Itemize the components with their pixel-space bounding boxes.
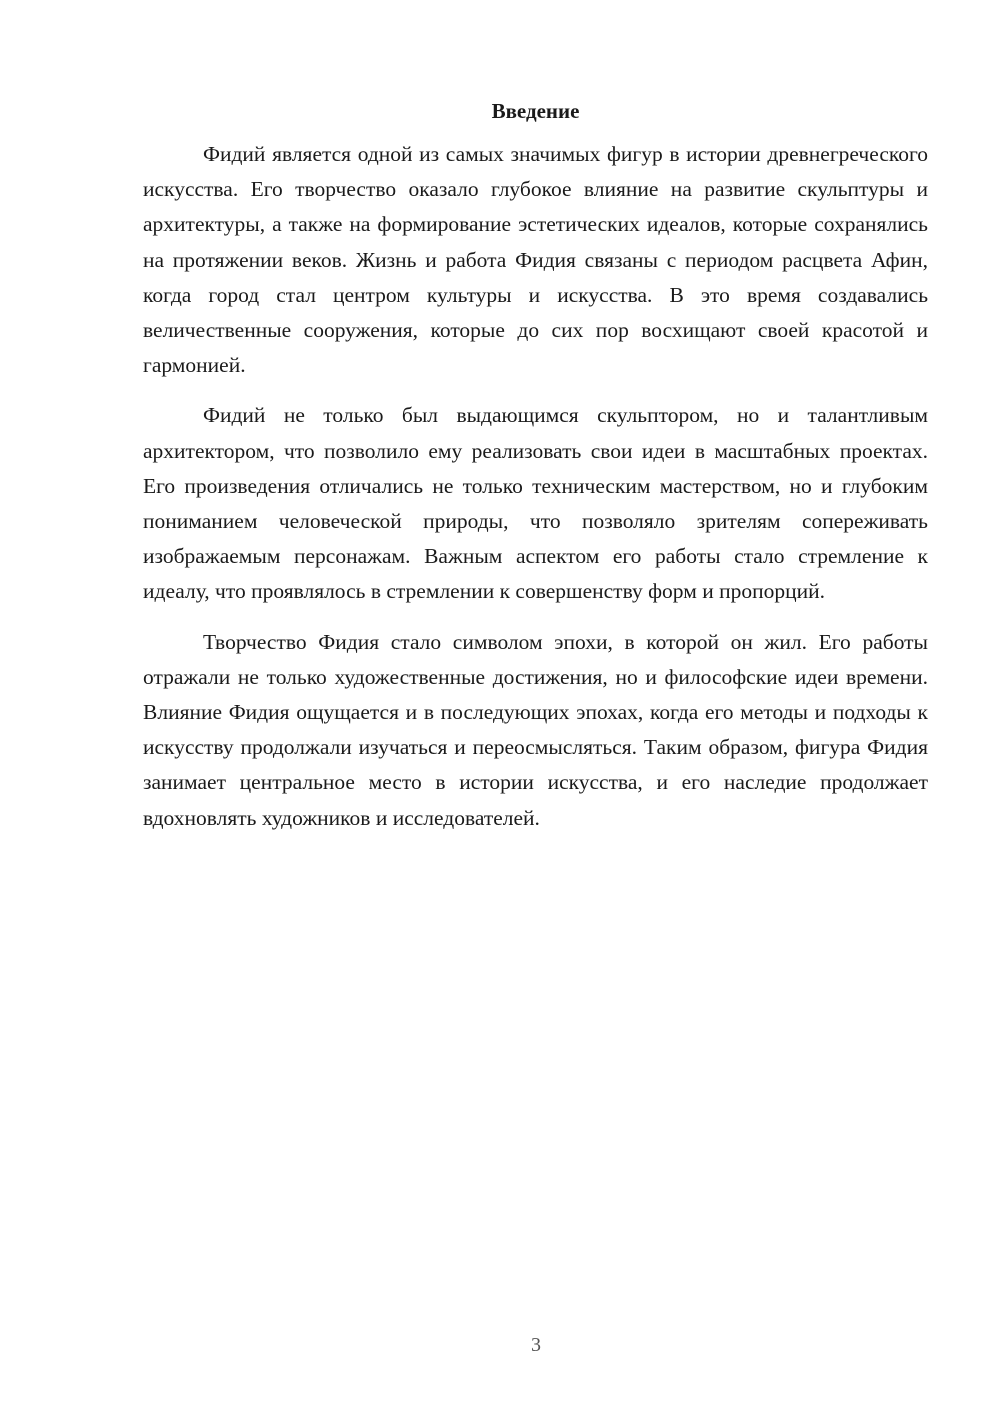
paragraph-1: Фидий является одной из самых значимых фигур в истории древнегреческого искусства. Его творчество оказало глубокое влияние на развитие скульптуры и архитектуры, а также на формирование эстетических идеалов, которые сохранялись на протяжении веков. Жизнь и работа Фидия связаны с периодом расцвета Афин, когда город стал центром культуры и искусства. В это время создавались величественные сооружения, которые до сих пор восхищают своей красотой и гармонией. (143, 142, 928, 378)
section-heading: Введение (491, 99, 580, 123)
page-number: 3 (531, 1334, 541, 1356)
paragraph-3: Творчество Фидия стало символом эпохи, в которой он жил. Его работы отражали не только художественные достижения, но и философские идеи времени. Влияние Фидия ощущается и в последующих эпохах, когда его методы и подходы к искусству продолжали изучаться и переосмысляться. Таким образом, фигура Фидия занимает центральное место в истории искусства, и его наследие продолжает вдохновлять художников и исследователей. (143, 629, 928, 830)
page-content (143, 96, 928, 836)
paragraph-2: Фидий не только был выдающимся скульптором, но и талантливым архитектором, что позволило ему реализовать свои идеи в масштабных проектах. Его произведения отличались не только техническим мастерством, но и глубоким пониманием человеческой природы, что позволяло зрителям сопереживать изображаемым персонажам. Важным аспектом его работы стало стремление к идеалу, что проявлялось в стремлении к совершенству форм и пропорций. (143, 403, 928, 604)
